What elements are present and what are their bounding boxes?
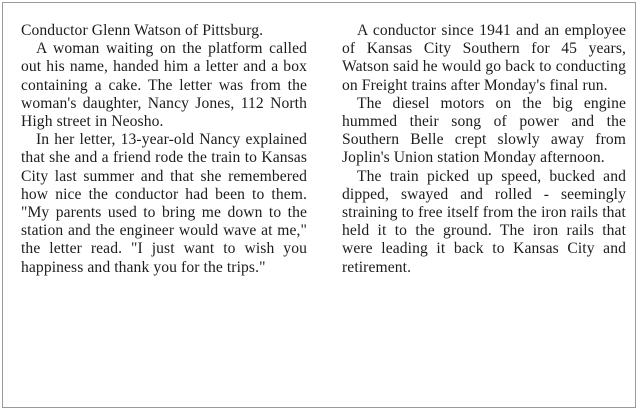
article-paragraph: The diesel motors on the big engine hummed their song of power and the Southern Belle crept slowly away from Joplin's Union station Monday afternoon. [342, 94, 626, 167]
article-paragraph: The train picked up speed, bucked and dipped, swayed and rolled - seemingly straining to free itself from the iron rails that held it to the ground. The iron rails that were leading it back to Kansas City and retirement. [342, 167, 626, 276]
article-paragraph: In her letter, 13-year-old Nancy explained that she and a friend rode the train to Kansas City last summer and that she remembered how nice the conductor had been to them. "My parents used to bring me down to the station and the engineer would wave at me," the letter read. "I just want to wish you happiness and thank you for the trips." [21, 131, 307, 276]
article-paragraph: Conductor Glenn Watson of Pittsburg. [21, 22, 264, 39]
newspaper-clipping [2, 2, 636, 408]
article-paragraph: A conductor since 1941 and an employee of Kansas City Southern for 45 years, Watson said he would go back to conducting on Freight trains after Monday's final run. [342, 22, 626, 94]
article-left-column [21, 22, 307, 277]
article-paragraph: A woman waiting on the platform called out his name, handed him a letter and a box containing a cake. The letter was from the woman's daughter, Nancy Jones, 112 North High street in Neosho. [21, 40, 307, 131]
article-right-column [342, 22, 626, 277]
